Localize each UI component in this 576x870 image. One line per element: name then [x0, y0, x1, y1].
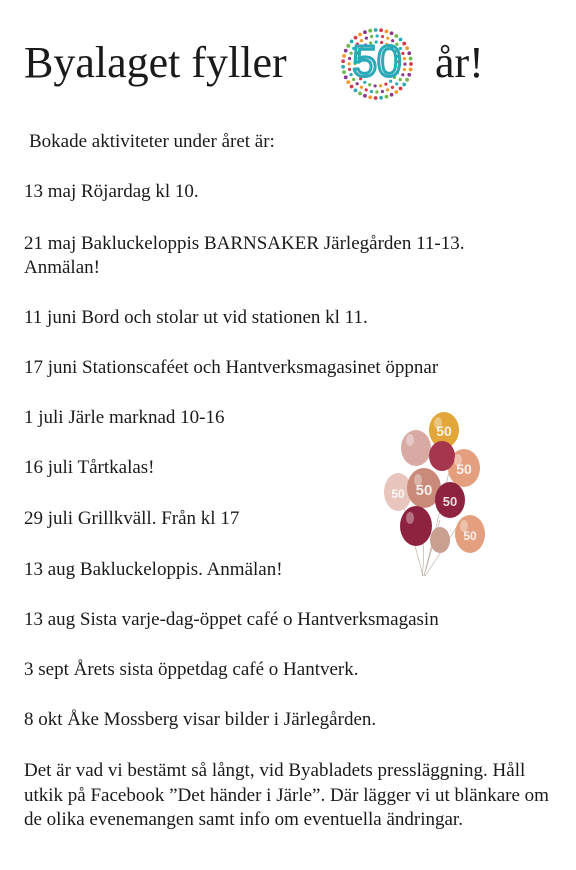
logo-dot — [348, 68, 351, 71]
balloon-label: 50 — [442, 494, 458, 509]
logo-dot — [342, 70, 346, 74]
logo-dot — [344, 49, 348, 53]
logo-dot — [346, 80, 350, 84]
event-item: 3 sept Årets sista öppetdag café o Hantverk. — [24, 659, 359, 680]
logo-dot — [403, 63, 406, 66]
logo-dot — [394, 90, 398, 94]
balloon-label: 50 — [415, 482, 433, 499]
logo-dot — [354, 88, 358, 92]
logo-dot — [379, 96, 383, 100]
logo-dot — [368, 29, 372, 33]
balloon-label: 50 — [463, 529, 477, 543]
event-item: 8 okt Åke Mossberg visar bilder i Järlegården. — [24, 709, 377, 730]
logo-dot — [381, 90, 384, 93]
logo-dot — [347, 62, 350, 65]
logo-dot — [363, 94, 367, 98]
logo-dot — [405, 78, 409, 82]
logo-dot — [385, 95, 389, 99]
intro-text: Bokade aktiviteter under året är: — [29, 131, 275, 152]
logo-dot — [341, 59, 345, 63]
anniversary-50-logo — [336, 14, 418, 110]
balloon-burgundy-low — [400, 506, 432, 546]
logo-dot — [342, 54, 346, 58]
logo-dot — [385, 29, 389, 33]
logo-dot — [344, 75, 348, 79]
logo-dot — [360, 86, 363, 89]
logo-dot — [374, 96, 378, 100]
balloons-50-image — [380, 408, 490, 584]
logo-dot — [401, 73, 404, 76]
logo-dot — [402, 83, 406, 87]
logo-dot — [403, 57, 406, 60]
logo-dot — [399, 87, 403, 91]
logo-dot — [390, 93, 394, 97]
event-item: 17 juni Stationscaféet och Hantverksmagasinet öppnar — [24, 357, 439, 378]
logo-dot — [374, 28, 378, 32]
balloon-label: 50 — [436, 423, 452, 439]
balloon-rose-small — [430, 527, 450, 553]
logo-dot — [390, 31, 394, 35]
page-title: Byalaget fyller — [24, 38, 287, 87]
logo-dot — [402, 42, 406, 46]
logo-dot — [375, 90, 378, 93]
balloon-rose-left — [401, 430, 431, 466]
logo-dot — [346, 44, 350, 48]
logo-dot — [407, 73, 411, 77]
balloon-label: 50 — [391, 487, 405, 501]
event-item: 11 juni Bord och stolar ut vid stationen kl 11. — [24, 307, 368, 328]
balloon-burgundy-middle — [429, 441, 455, 471]
balloon-label: 50 — [456, 461, 472, 477]
logo-dot — [358, 33, 362, 37]
event-item: 13 aug Sista varje-dag-öppet café o Hantverksmagasin — [24, 609, 439, 630]
logo-dot — [409, 62, 413, 66]
event-item: 16 juli Tårtkalas! — [24, 457, 155, 478]
event-item: 21 maj Bakluckeloppis BARNSAKER Järlegården 11-13. Anmälan! — [24, 233, 465, 278]
logo-dot — [407, 51, 411, 55]
event-item: 29 juli Grillkväll. Från kl 17 — [24, 508, 240, 529]
logo-dot — [409, 57, 413, 61]
logo-dot — [386, 88, 389, 91]
logo-dot — [405, 46, 409, 50]
logo-dot — [391, 86, 394, 89]
logo-dot — [348, 57, 351, 60]
logo-number: 50 — [352, 37, 402, 86]
logo-dot — [363, 30, 367, 34]
event-item: 1 juli Järle marknad 10-16 — [24, 407, 225, 428]
logo-dot — [401, 52, 404, 55]
logo-dot — [368, 95, 372, 99]
event-item: 13 aug Bakluckeloppis. Anmälan! — [24, 559, 283, 580]
logo-dot — [379, 28, 383, 32]
event-item: 13 maj Röjardag kl 10. — [24, 181, 199, 202]
page-title-row — [24, 14, 564, 114]
logo-dot — [409, 68, 413, 72]
logo-dot — [403, 68, 406, 71]
logo-dot — [370, 90, 373, 93]
logo-dot — [341, 65, 345, 69]
page-title-suffix: år! — [435, 38, 484, 87]
logo-dot — [365, 88, 368, 91]
closing-paragraph: Det är vad vi bestämt så långt, vid Byabladets pressläggning. Håll utkik på Facebook ”Det händer i Järle”. Där lägger vi ut blänkare om de olika evenemangen samt info om eventuella ändringar. — [24, 760, 549, 830]
logo-dot — [358, 92, 362, 96]
